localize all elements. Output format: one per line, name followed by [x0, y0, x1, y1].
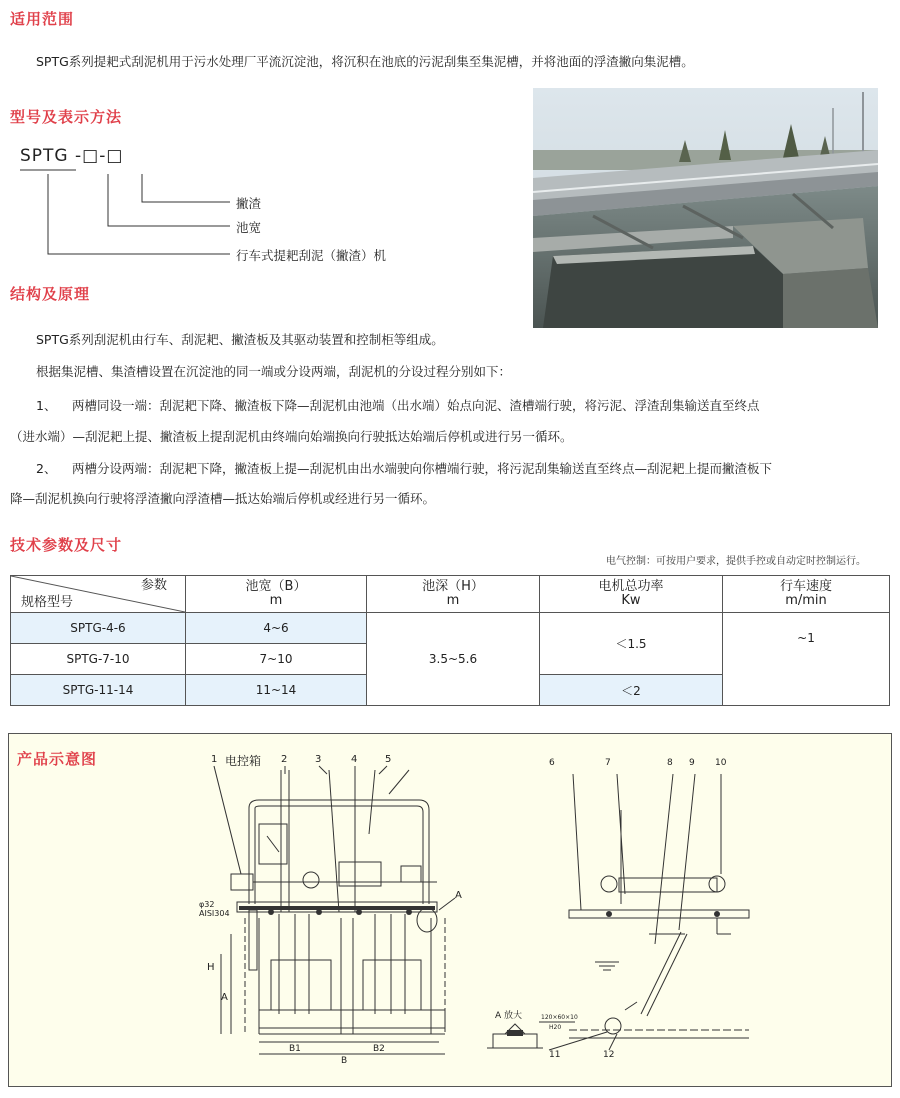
- row2-model: SPTG-7-10: [11, 644, 186, 675]
- schematic-drawing: [9, 734, 891, 1086]
- diagram-title: 产品示意图: [17, 750, 98, 768]
- enlarge-label: A 放大: [495, 1011, 523, 1021]
- power-cell-b: ＜2: [540, 675, 723, 706]
- callout-11: 11: [549, 1050, 561, 1060]
- phi-label: φ32: [199, 900, 215, 909]
- header-power-unit: Kw: [621, 593, 641, 608]
- structure-p3-line2: （进水端）—刮泥耙上提、撇渣板上提刮泥机由终端向始端换向行驶抵达始端后停机或进行另一循环。: [10, 429, 573, 444]
- callout-3: 3: [315, 754, 322, 765]
- structure-p3-line1: 两槽同设一端：刮泥耙下降、撇渣板下降—刮泥机由池端（出水端）始点向泥、渣槽端行驶，将污泥、浮渣刮集输送直至终点: [72, 398, 760, 413]
- structure-p1: SPTG系列刮泥机由行车、刮泥耙、撇渣板及其驱动装置和控制柜等组成。: [36, 332, 444, 347]
- corner-top: 参数: [140, 578, 167, 593]
- header-depth-name: 池深（H）: [422, 579, 484, 594]
- structure-title: 结构及原理: [10, 285, 91, 303]
- header-width: [186, 576, 367, 613]
- speed-cell: ~1: [723, 613, 890, 706]
- legend-width: 池宽: [236, 220, 262, 235]
- schematic-box: [8, 733, 892, 1087]
- row2-width: 7~10: [186, 644, 367, 675]
- row1-width: 4~6: [186, 613, 367, 644]
- section-note2: H20: [549, 1024, 562, 1031]
- product-photo: [533, 88, 878, 328]
- header-depth-unit: m: [446, 593, 460, 608]
- header-width-name: 池宽（B）: [245, 579, 307, 594]
- photo-illustration: [533, 88, 878, 328]
- dim-h: H: [207, 962, 215, 973]
- mark-a: A: [455, 890, 462, 901]
- callout-9: 9: [689, 758, 695, 768]
- table-row: [11, 613, 890, 644]
- dim-b: B: [341, 1056, 348, 1066]
- row1-model: SPTG-4-6: [11, 613, 186, 644]
- header-width-unit: m: [269, 593, 283, 608]
- header-speed-name: 行车速度: [779, 579, 832, 594]
- callout-8: 8: [667, 758, 673, 768]
- params-title: 技术参数及尺寸: [10, 536, 123, 554]
- scope-text: SPTG系列提耙式刮泥机用于污水处理厂平流沉淀池，将沉积在池底的污泥刮集至集泥槽，并将池面的浮渣撇向集泥槽。: [36, 54, 694, 69]
- row3-model: SPTG-11-14: [11, 675, 186, 706]
- scope-title: 适用范围: [10, 10, 75, 28]
- material-label: AISI304: [199, 909, 230, 918]
- dim-b2: B2: [373, 1044, 385, 1054]
- dim-a: A: [221, 992, 228, 1003]
- callout-2: 2: [281, 754, 288, 765]
- structure-p4-line1: 两槽分设两端：刮泥耙下降，撇渣板上提—刮泥机由出水端驶向你槽端行驶，将污泥刮集输送直至终点—刮泥耙上提而撇渣板下: [72, 461, 773, 476]
- header-depth: [367, 576, 540, 613]
- model-code-diagram: [10, 140, 490, 270]
- legend-skim: 撇渣: [236, 196, 262, 211]
- callout-10: 10: [715, 758, 727, 768]
- dim-b1: B1: [289, 1044, 301, 1054]
- spec-table: [10, 575, 890, 706]
- callout-6: 6: [549, 758, 555, 768]
- structure-p2: 根据集泥槽、集渣槽设置在沉淀池的同一端或分设两端，刮泥机的分设过程分别如下：: [36, 364, 512, 379]
- section-note: 120×60×10: [541, 1014, 578, 1021]
- depth-cell: 3.5~5.6: [367, 613, 540, 706]
- corner-bottom: 规格型号: [21, 595, 74, 610]
- model-title: 型号及表示方法: [10, 108, 123, 126]
- callout-1: 1: [211, 754, 218, 765]
- header-speed-unit: m/min: [785, 593, 827, 608]
- callout-5: 5: [385, 754, 392, 765]
- structure-p3-num: 1、: [36, 398, 57, 413]
- structure-p4-line2: 降—刮泥机换向行驶将浮渣撇向浮渣槽—抵达始端后停机或经进行另一循环。: [10, 491, 436, 506]
- header-speed: [723, 576, 890, 613]
- structure-p4-num: 2、: [36, 461, 57, 476]
- control-note: 电气控制：可按用户要求，提供手控或自动定时控制运行。: [606, 556, 866, 567]
- row3-width: 11~14: [186, 675, 367, 706]
- model-code-text: SPTG -□-□: [20, 146, 124, 166]
- table-corner: [11, 576, 186, 613]
- power-cell-a: ＜1.5: [540, 613, 723, 675]
- callout-7: 7: [605, 758, 611, 768]
- header-power-name: 电机总功率: [598, 579, 664, 594]
- control-box-label: 电控箱: [225, 754, 262, 768]
- callout-4: 4: [351, 754, 358, 765]
- header-power: [540, 576, 723, 613]
- callout-12: 12: [603, 1050, 615, 1060]
- legend-type: 行车式提耙刮泥（撇渣）机: [236, 248, 387, 263]
